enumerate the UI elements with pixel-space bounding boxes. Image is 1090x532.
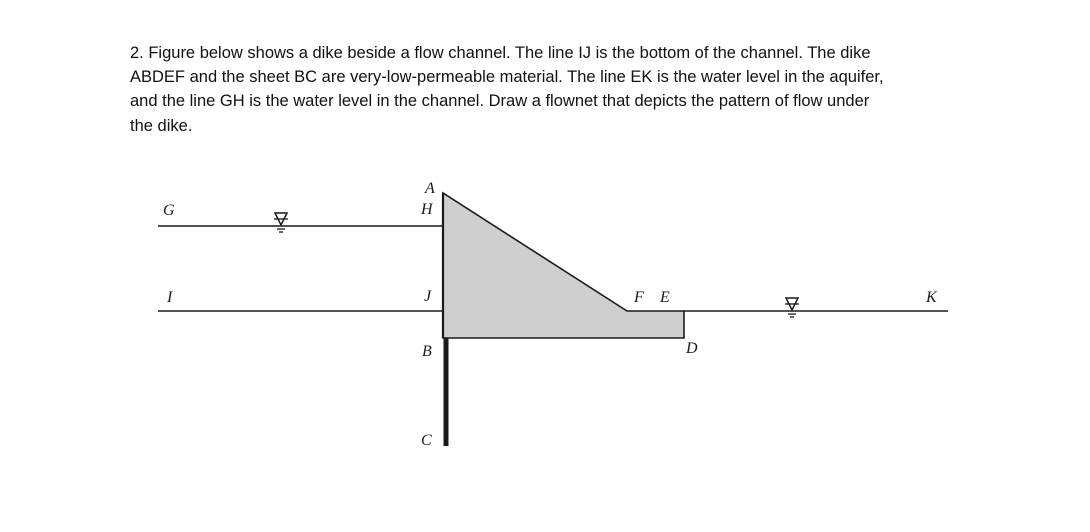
problem-line-2: ABDEF and the sheet BC are very-low-permeable material. The line EK is the water level in the aquifer, [130, 68, 884, 87]
label-k: K [926, 289, 937, 306]
label-g: G [163, 202, 175, 219]
label-j: J [424, 288, 432, 305]
label-i: I [167, 289, 173, 306]
problem-line-4: the dike. [130, 116, 193, 135]
label-f: F [634, 289, 644, 306]
dike-abdef [443, 193, 684, 338]
water-level-icon [785, 298, 799, 317]
problem-line-1: 2. Figure below shows a dike beside a flow channel. The line IJ is the bottom of the channel. The dike [130, 44, 871, 62]
label-h: H [421, 201, 433, 218]
label-c: C [421, 432, 432, 449]
water-level-icon [274, 213, 288, 232]
label-a: A [425, 180, 435, 197]
label-d: D [686, 340, 698, 357]
problem-line-3: and the line GH is the water level in the channel. Draw a flownet that depicts the pattern of flow under [130, 92, 870, 111]
label-b: B [422, 343, 432, 360]
label-e: E [660, 289, 670, 306]
